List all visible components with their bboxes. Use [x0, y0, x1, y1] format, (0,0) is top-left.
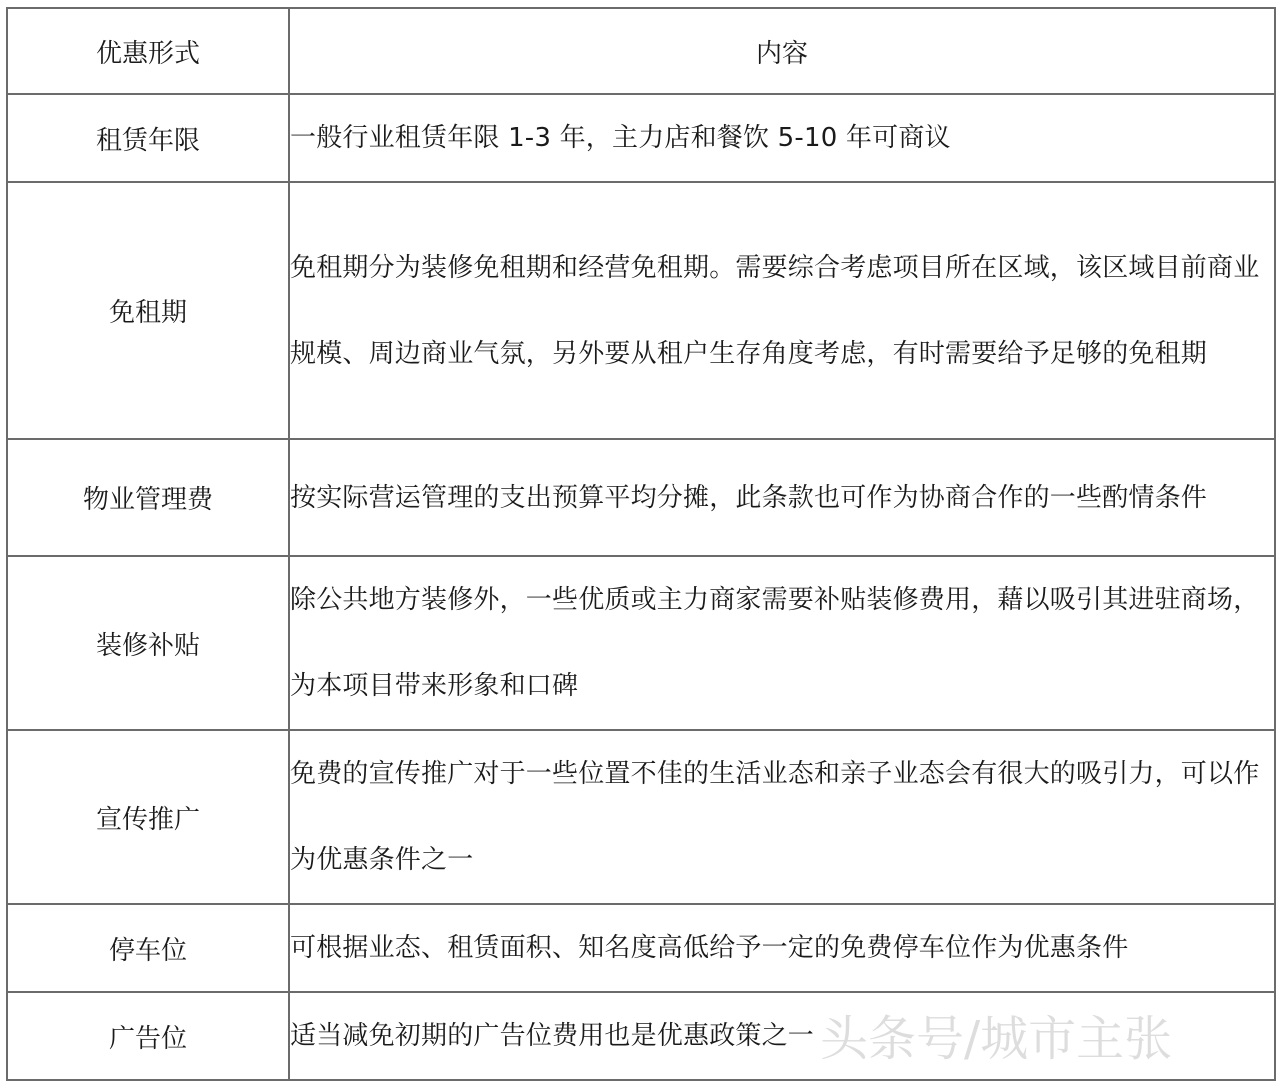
table-row	[7, 94, 1275, 182]
table-row	[7, 992, 1275, 1080]
table-row	[7, 182, 1275, 439]
watermark: 头条号/城市主张	[820, 1011, 1173, 1067]
form-cell: 免租期	[7, 182, 289, 439]
content-cell: 按实际营运管理的支出预算平均分摊，此条款也可作为协商合作的一些酌情条件	[289, 439, 1275, 556]
content-cell: 免费的宣传推广对于一些位置不佳的生活业态和亲子业态会有很大的吸引力，可以作为优惠条件之一	[289, 730, 1275, 904]
form-cell: 停车位	[7, 904, 289, 992]
table-row	[7, 904, 1275, 992]
content-cell: 免租期分为装修免租期和经营免租期。需要综合考虑项目所在区域，该区域目前商业规模、周边商业气氛，另外要从租户生存角度考虑，有时需要给予足够的免租期	[289, 182, 1275, 439]
content-cell: 除公共地方装修外，一些优质或主力商家需要补贴装修费用，藉以吸引其进驻商场，为本项目带来形象和口碑	[289, 556, 1275, 730]
table-header-row	[7, 8, 1275, 94]
table-row	[7, 556, 1275, 730]
form-cell: 租赁年限	[7, 94, 289, 182]
form-cell: 宣传推广	[7, 730, 289, 904]
content-cell: 适当减免初期的广告位费用也是优惠政策之一	[289, 992, 1275, 1080]
promotion-table	[6, 7, 1276, 1081]
table-row	[7, 730, 1275, 904]
form-cell: 广告位	[7, 992, 289, 1080]
header-content: 内容	[289, 8, 1275, 94]
form-cell: 物业管理费	[7, 439, 289, 556]
content-cell: 可根据业态、租赁面积、知名度高低给予一定的免费停车位作为优惠条件	[289, 904, 1275, 992]
content-cell: 一般行业租赁年限 1-3 年，主力店和餐饮 5-10 年可商议	[289, 94, 1275, 182]
table-row	[7, 439, 1275, 556]
form-cell: 装修补贴	[7, 556, 289, 730]
header-form: 优惠形式	[7, 8, 289, 94]
